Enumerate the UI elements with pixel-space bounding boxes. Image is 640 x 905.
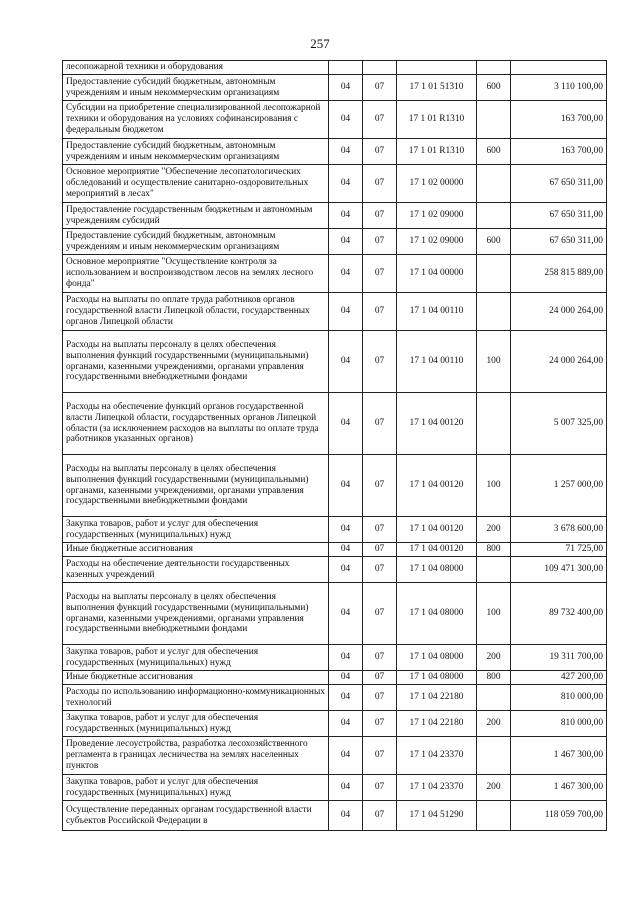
row-description: Основное мероприятие "Осуществление контроля за использованием и воспроизводством лесов на землях лесного фонда": [63, 255, 329, 293]
row-expense-type: 100: [477, 583, 511, 645]
row-description: Осуществление переданных органам государственной власти субъектов Российской Федерации в: [63, 801, 329, 831]
row-target-article: 17 1 01 51310: [397, 75, 477, 101]
row-subsection-code: 07: [363, 165, 397, 203]
row-description: Закупка товаров, работ и услуг для обеспечения государственных (муниципальных) нужд: [63, 711, 329, 737]
row-expense-type: 800: [477, 543, 511, 557]
row-section-code: 04: [329, 557, 363, 583]
row-description: Расходы на выплаты персоналу в целях обеспечения выполнения функций государственными (муниципальными) органами, казенными учреждениями, органами управления государственными внебюджетными фондами: [63, 583, 329, 645]
row-amount: 109 471 300,00: [511, 557, 607, 583]
row-subsection-code: 07: [363, 455, 397, 517]
row-subsection-code: 07: [363, 293, 397, 331]
row-target-article: 17 1 04 23370: [397, 775, 477, 801]
row-section-code: 04: [329, 229, 363, 255]
table-row: [63, 229, 607, 255]
row-amount: 163 700,00: [511, 139, 607, 165]
row-subsection-code: 07: [363, 737, 397, 775]
row-subsection-code: 07: [363, 139, 397, 165]
row-section-code: [329, 61, 363, 75]
table-row: [63, 775, 607, 801]
row-amount: 258 815 889,00: [511, 255, 607, 293]
row-section-code: 04: [329, 801, 363, 831]
row-target-article: 17 1 04 08000: [397, 645, 477, 671]
row-amount: 1 467 300,00: [511, 775, 607, 801]
row-description: Расходы на выплаты персоналу в целях обеспечения выполнения функций государственными (муниципальными) органами, казенными учреждениями, органами управления государственными внебюджетными фондами: [63, 331, 329, 393]
row-target-article: 17 1 04 00120: [397, 517, 477, 543]
row-amount: 163 700,00: [511, 101, 607, 139]
row-subsection-code: 07: [363, 685, 397, 711]
row-description: Проведение лесоустройства, разработка лесохозяйственного регламента в границах лесничества на землях населенных пунктов: [63, 737, 329, 775]
row-section-code: 04: [329, 737, 363, 775]
row-amount: [511, 61, 607, 75]
row-description: Основное мероприятие "Обеспечение лесопатологических обследований и осуществление санитарно-оздоровительных мероприятий в лесах": [63, 165, 329, 203]
row-target-article: 17 1 04 22180: [397, 711, 477, 737]
row-section-code: 04: [329, 583, 363, 645]
row-description: Предоставление субсидий бюджетным, автономным учреждениям и иным некоммерческим организациям: [63, 139, 329, 165]
table-row: [63, 543, 607, 557]
row-expense-type: [477, 203, 511, 229]
table-row: [63, 455, 607, 517]
row-amount: 810 000,00: [511, 685, 607, 711]
row-section-code: 04: [329, 393, 363, 455]
row-target-article: 17 1 04 00110: [397, 293, 477, 331]
table-row: [63, 165, 607, 203]
table-row: [63, 393, 607, 455]
row-description: Закупка товаров, работ и услуг для обеспечения государственных (муниципальных) нужд: [63, 775, 329, 801]
row-expense-type: [477, 737, 511, 775]
row-section-code: 04: [329, 293, 363, 331]
table-row: [63, 645, 607, 671]
row-subsection-code: 07: [363, 583, 397, 645]
row-expense-type: [477, 801, 511, 831]
row-amount: 89 732 400,00: [511, 583, 607, 645]
table-row: [63, 557, 607, 583]
table-row: [63, 203, 607, 229]
table-row: [63, 671, 607, 685]
row-description: Субсидии на приобретение специализированной лесопожарной техники и оборудования на условиях софинансирования с федеральным бюджетом: [63, 101, 329, 139]
row-target-article: [397, 61, 477, 75]
budget-table: [62, 60, 607, 831]
row-target-article: 17 1 04 08000: [397, 583, 477, 645]
row-description: Предоставление субсидий бюджетным, автономным учреждениям и иным некоммерческим организациям: [63, 229, 329, 255]
row-subsection-code: 07: [363, 801, 397, 831]
table-row: [63, 517, 607, 543]
row-expense-type: [477, 557, 511, 583]
row-expense-type: [477, 293, 511, 331]
row-subsection-code: 07: [363, 775, 397, 801]
row-description: Расходы на обеспечение деятельности государственных казенных учреждений: [63, 557, 329, 583]
row-description: лесопожарной техники и оборудования: [63, 61, 329, 75]
row-amount: 3 110 100,00: [511, 75, 607, 101]
row-amount: 67 650 311,00: [511, 165, 607, 203]
row-section-code: 04: [329, 203, 363, 229]
row-amount: 3 678 600,00: [511, 517, 607, 543]
row-section-code: 04: [329, 101, 363, 139]
row-amount: 24 000 264,00: [511, 331, 607, 393]
table-row: [63, 75, 607, 101]
table-row: [63, 711, 607, 737]
row-subsection-code: 07: [363, 393, 397, 455]
row-amount: 19 311 700,00: [511, 645, 607, 671]
row-subsection-code: 07: [363, 671, 397, 685]
row-target-article: 17 1 02 09000: [397, 203, 477, 229]
row-target-article: 17 1 04 00120: [397, 543, 477, 557]
table-row: [63, 255, 607, 293]
row-expense-type: [477, 61, 511, 75]
row-expense-type: [477, 685, 511, 711]
row-target-article: 17 1 04 00110: [397, 331, 477, 393]
row-target-article: 17 1 04 00000: [397, 255, 477, 293]
row-expense-type: 100: [477, 331, 511, 393]
row-subsection-code: 07: [363, 203, 397, 229]
row-amount: 427 200,00: [511, 671, 607, 685]
row-amount: 810 000,00: [511, 711, 607, 737]
row-amount: 1 257 000,00: [511, 455, 607, 517]
row-target-article: 17 1 02 09000: [397, 229, 477, 255]
table-row: [63, 331, 607, 393]
row-target-article: 17 1 04 08000: [397, 671, 477, 685]
row-section-code: 04: [329, 645, 363, 671]
row-target-article: 17 1 04 00120: [397, 455, 477, 517]
row-amount: 67 650 311,00: [511, 229, 607, 255]
row-expense-type: [477, 255, 511, 293]
row-description: Расходы по использованию информационно-коммуникационных технологий: [63, 685, 329, 711]
row-section-code: 04: [329, 165, 363, 203]
row-target-article: 17 1 04 00120: [397, 393, 477, 455]
row-description: Иные бюджетные ассигнования: [63, 543, 329, 557]
table-row: [63, 293, 607, 331]
row-expense-type: 100: [477, 455, 511, 517]
row-section-code: 04: [329, 775, 363, 801]
row-description: Предоставление государственным бюджетным и автономным учреждениям субсидий: [63, 203, 329, 229]
row-expense-type: 600: [477, 229, 511, 255]
row-expense-type: 200: [477, 711, 511, 737]
row-subsection-code: 07: [363, 557, 397, 583]
row-amount: 5 007 325,00: [511, 393, 607, 455]
row-expense-type: 600: [477, 139, 511, 165]
row-target-article: 17 1 02 00000: [397, 165, 477, 203]
row-expense-type: 200: [477, 775, 511, 801]
row-section-code: 04: [329, 543, 363, 557]
table-row: [63, 101, 607, 139]
row-subsection-code: 07: [363, 711, 397, 737]
row-section-code: 04: [329, 671, 363, 685]
row-target-article: 17 1 04 51290: [397, 801, 477, 831]
table-row: [63, 139, 607, 165]
row-target-article: 17 1 01 R1310: [397, 139, 477, 165]
row-description: Иные бюджетные ассигнования: [63, 671, 329, 685]
row-subsection-code: 07: [363, 229, 397, 255]
row-section-code: 04: [329, 685, 363, 711]
row-description: Закупка товаров, работ и услуг для обеспечения государственных (муниципальных) нужд: [63, 645, 329, 671]
row-subsection-code: 07: [363, 255, 397, 293]
row-expense-type: 600: [477, 75, 511, 101]
table-row: [63, 801, 607, 831]
row-expense-type: [477, 101, 511, 139]
row-section-code: 04: [329, 331, 363, 393]
row-section-code: 04: [329, 455, 363, 517]
row-section-code: 04: [329, 517, 363, 543]
row-subsection-code: 07: [363, 517, 397, 543]
row-description: Расходы на выплаты по оплате труда работников органов государственной власти Липецкой области, государственных органов Липецкой области: [63, 293, 329, 331]
row-subsection-code: [363, 61, 397, 75]
row-section-code: 04: [329, 139, 363, 165]
row-amount: 24 000 264,00: [511, 293, 607, 331]
row-section-code: 04: [329, 255, 363, 293]
row-subsection-code: 07: [363, 101, 397, 139]
row-target-article: 17 1 04 22180: [397, 685, 477, 711]
row-amount: 71 725,00: [511, 543, 607, 557]
row-section-code: 04: [329, 75, 363, 101]
page-number: 257: [310, 36, 330, 51]
row-subsection-code: 07: [363, 331, 397, 393]
row-amount: 118 059 700,00: [511, 801, 607, 831]
row-target-article: 17 1 01 R1310: [397, 101, 477, 139]
row-description: Закупка товаров, работ и услуг для обеспечения государственных (муниципальных) нужд: [63, 517, 329, 543]
row-amount: 1 467 300,00: [511, 737, 607, 775]
row-amount: 67 650 311,00: [511, 203, 607, 229]
budget-table-body: [63, 61, 607, 831]
table-row: [63, 61, 607, 75]
table-row: [63, 583, 607, 645]
row-description: Расходы на выплаты персоналу в целях обеспечения выполнения функций государственными (муниципальными) органами, казенными учреждениями, органами управления государственными внебюджетными фондами: [63, 455, 329, 517]
row-description: Расходы на обеспечение функций органов государственной власти Липецкой области, государственных органов Липецкой области (за исключением расходов на выплаты по оплате труда работников указанных органов): [63, 393, 329, 455]
table-row: [63, 685, 607, 711]
row-expense-type: [477, 393, 511, 455]
row-expense-type: 200: [477, 645, 511, 671]
row-description: Предоставление субсидий бюджетным, автономным учреждениям и иным некоммерческим организациям: [63, 75, 329, 101]
row-target-article: 17 1 04 08000: [397, 557, 477, 583]
row-subsection-code: 07: [363, 75, 397, 101]
row-section-code: 04: [329, 711, 363, 737]
row-expense-type: [477, 165, 511, 203]
row-target-article: 17 1 04 23370: [397, 737, 477, 775]
row-expense-type: 200: [477, 517, 511, 543]
table-row: [63, 737, 607, 775]
row-subsection-code: 07: [363, 543, 397, 557]
row-expense-type: 800: [477, 671, 511, 685]
row-subsection-code: 07: [363, 645, 397, 671]
